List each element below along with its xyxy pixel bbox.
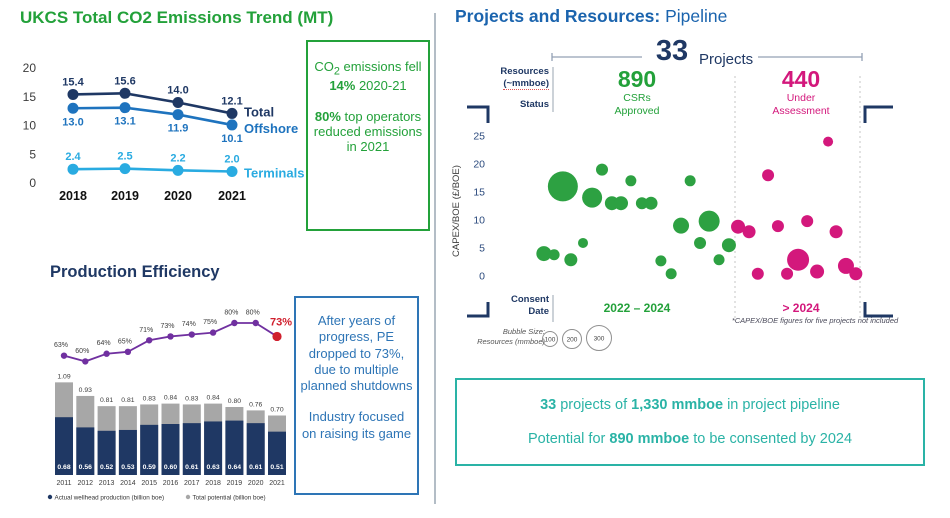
co2-callout-box	[306, 40, 430, 231]
svg-text:2017: 2017	[184, 480, 200, 487]
svg-text:2012: 2012	[77, 480, 94, 487]
svg-text:14.0: 14.0	[167, 84, 189, 97]
summary-line1: 33 projects of 1,330 mmboe in project pipeline	[540, 397, 840, 414]
resources-row-label: Resources (~mmboe)	[500, 66, 549, 89]
svg-text:75%: 75%	[203, 319, 218, 327]
svg-text:0.83: 0.83	[142, 395, 156, 403]
svg-text:0.84: 0.84	[163, 394, 178, 402]
co2-callout-line1: $CO_2$ emissions fell 14% 2020-21	[314, 59, 422, 94]
svg-text:65%: 65%	[117, 338, 132, 346]
svg-text:64%: 64%	[96, 340, 111, 348]
svg-text:0.81: 0.81	[99, 397, 114, 405]
svg-text:5: 5	[479, 242, 485, 255]
consent-period-assessment: > 2024	[782, 301, 820, 315]
svg-text:Actual wellhead production (bi: Actual wellhead production (billion boe)	[54, 494, 165, 502]
svg-text:2.0: 2.0	[224, 153, 240, 166]
co2-chart-title: UKCS Total CO2 Emissions Trend (MT)	[20, 8, 334, 27]
pipeline-title: Projects and Resources: Pipeline	[455, 6, 728, 26]
production-efficiency-chart	[30, 290, 310, 505]
status-row-label: Status	[519, 99, 549, 110]
svg-text:0: 0	[29, 176, 36, 190]
projects-count: 33	[655, 35, 689, 67]
svg-text:60%: 60%	[75, 347, 90, 355]
svg-text:2021: 2021	[218, 189, 246, 203]
svg-text:15.4: 15.4	[62, 76, 84, 89]
summary-line2: Potential for 890 mmboe to be consented by 2024	[527, 430, 853, 447]
svg-text:2013: 2013	[98, 480, 115, 487]
svg-text:2018: 2018	[205, 480, 221, 487]
svg-text:0.80: 0.80	[227, 398, 242, 405]
svg-text:100: 100	[544, 336, 556, 344]
pipeline-summary-box	[455, 378, 925, 466]
svg-text:200: 200	[566, 336, 578, 344]
svg-text:2020: 2020	[247, 480, 264, 487]
pipeline-panel	[445, 0, 950, 518]
svg-text:2015: 2015	[141, 480, 157, 487]
svg-text:2014: 2014	[120, 480, 136, 487]
svg-text:73%: 73%	[269, 316, 293, 329]
svg-text:2019: 2019	[226, 480, 243, 487]
svg-text:0.63: 0.63	[206, 464, 220, 471]
svg-text:0.81: 0.81	[121, 397, 135, 405]
pe-chart-title: Production Efficiency	[50, 263, 220, 281]
svg-text:2016: 2016	[162, 480, 179, 487]
svg-text:1.09: 1.09	[57, 373, 71, 381]
svg-text:13.1: 13.1	[114, 115, 136, 128]
svg-text:Total: Total	[244, 104, 275, 120]
consent-period-approved: 2022 – 2024	[603, 301, 671, 315]
svg-text:11.9: 11.9	[167, 122, 189, 135]
svg-text:0.84: 0.84	[206, 394, 220, 402]
svg-text:5: 5	[29, 147, 36, 162]
svg-text:Terminals: Terminals	[244, 165, 305, 181]
svg-text:Offshore: Offshore	[244, 120, 299, 136]
svg-text:25: 25	[473, 130, 485, 143]
svg-text:20: 20	[22, 61, 36, 75]
svg-text:2021: 2021	[269, 480, 285, 487]
svg-text:0.59: 0.59	[142, 464, 156, 471]
approved-resources: 890 CSRs Approved	[562, 67, 712, 117]
svg-text:2018: 2018	[59, 189, 87, 203]
svg-text:0: 0	[479, 270, 485, 283]
bubble-size-legend-label: Bubble Size: Resources (mmboe)	[477, 327, 545, 346]
svg-text:63%: 63%	[53, 342, 69, 350]
svg-text:Total potential (billion boe): Total potential (billion boe)	[192, 494, 266, 502]
assessment-resources: 440 Under Assessment	[726, 67, 876, 117]
svg-text:0.93: 0.93	[78, 386, 92, 394]
svg-text:0.64: 0.64	[227, 464, 242, 471]
svg-text:0.51: 0.51	[270, 464, 284, 471]
assessment-value: 440	[781, 66, 821, 92]
svg-text:0.76: 0.76	[249, 401, 263, 409]
svg-text:71%: 71%	[139, 326, 154, 334]
svg-text:80%: 80%	[245, 309, 260, 317]
svg-text:2.5: 2.5	[117, 150, 133, 163]
capex-footnote: *CAPEX/BOE figures for five projects not included	[731, 316, 899, 325]
co2-callout-line2: 80% top operators reduced emissions in 2021	[313, 108, 423, 155]
svg-text:10: 10	[22, 118, 36, 133]
svg-text:0.60: 0.60	[163, 464, 178, 471]
svg-text:80%: 80%	[224, 309, 239, 317]
vertical-divider	[434, 13, 436, 504]
pe-callout-box	[294, 296, 419, 495]
svg-text:2.2: 2.2	[170, 152, 186, 165]
svg-text:10.1: 10.1	[221, 132, 243, 145]
co2-line-chart	[12, 48, 312, 213]
svg-text:2.4: 2.4	[65, 151, 81, 164]
projects-count-label: Projects	[699, 51, 754, 68]
svg-text:20: 20	[473, 158, 485, 171]
svg-text:2020: 2020	[164, 189, 192, 203]
svg-text:0.53: 0.53	[121, 464, 135, 471]
svg-text:0.52: 0.52	[99, 464, 114, 471]
svg-text:0.56: 0.56	[78, 464, 92, 471]
svg-text:15: 15	[22, 89, 36, 104]
svg-text:0.83: 0.83	[185, 395, 199, 403]
svg-text:300: 300	[593, 335, 605, 343]
svg-text:10: 10	[473, 214, 485, 227]
pe-callout-line2: Industry focused on raising its game	[301, 409, 412, 441]
svg-text:74%: 74%	[181, 321, 196, 329]
svg-text:0.68: 0.68	[57, 464, 71, 471]
svg-text:2011: 2011	[56, 480, 72, 487]
pe-callout-line1: After years of progress, PE dropped to 73%, due to multiple planned shutdowns	[300, 313, 413, 393]
svg-text:15.6: 15.6	[114, 75, 136, 88]
svg-text:2019: 2019	[111, 189, 139, 203]
capex-bubble-chart	[445, 123, 950, 305]
approved-value: 890	[617, 66, 657, 92]
consent-date-label: Consent Date	[511, 294, 549, 317]
svg-text:73%: 73%	[160, 322, 175, 330]
svg-text:0.70: 0.70	[270, 406, 284, 414]
svg-text:0.61: 0.61	[185, 464, 199, 471]
svg-text:12.1: 12.1	[221, 95, 243, 108]
svg-text:15: 15	[473, 186, 485, 199]
svg-text:CAPEX/BOE (£/BOE): CAPEX/BOE (£/BOE)	[451, 165, 462, 257]
svg-text:13.0: 13.0	[62, 116, 84, 129]
svg-text:0.61: 0.61	[249, 464, 263, 471]
